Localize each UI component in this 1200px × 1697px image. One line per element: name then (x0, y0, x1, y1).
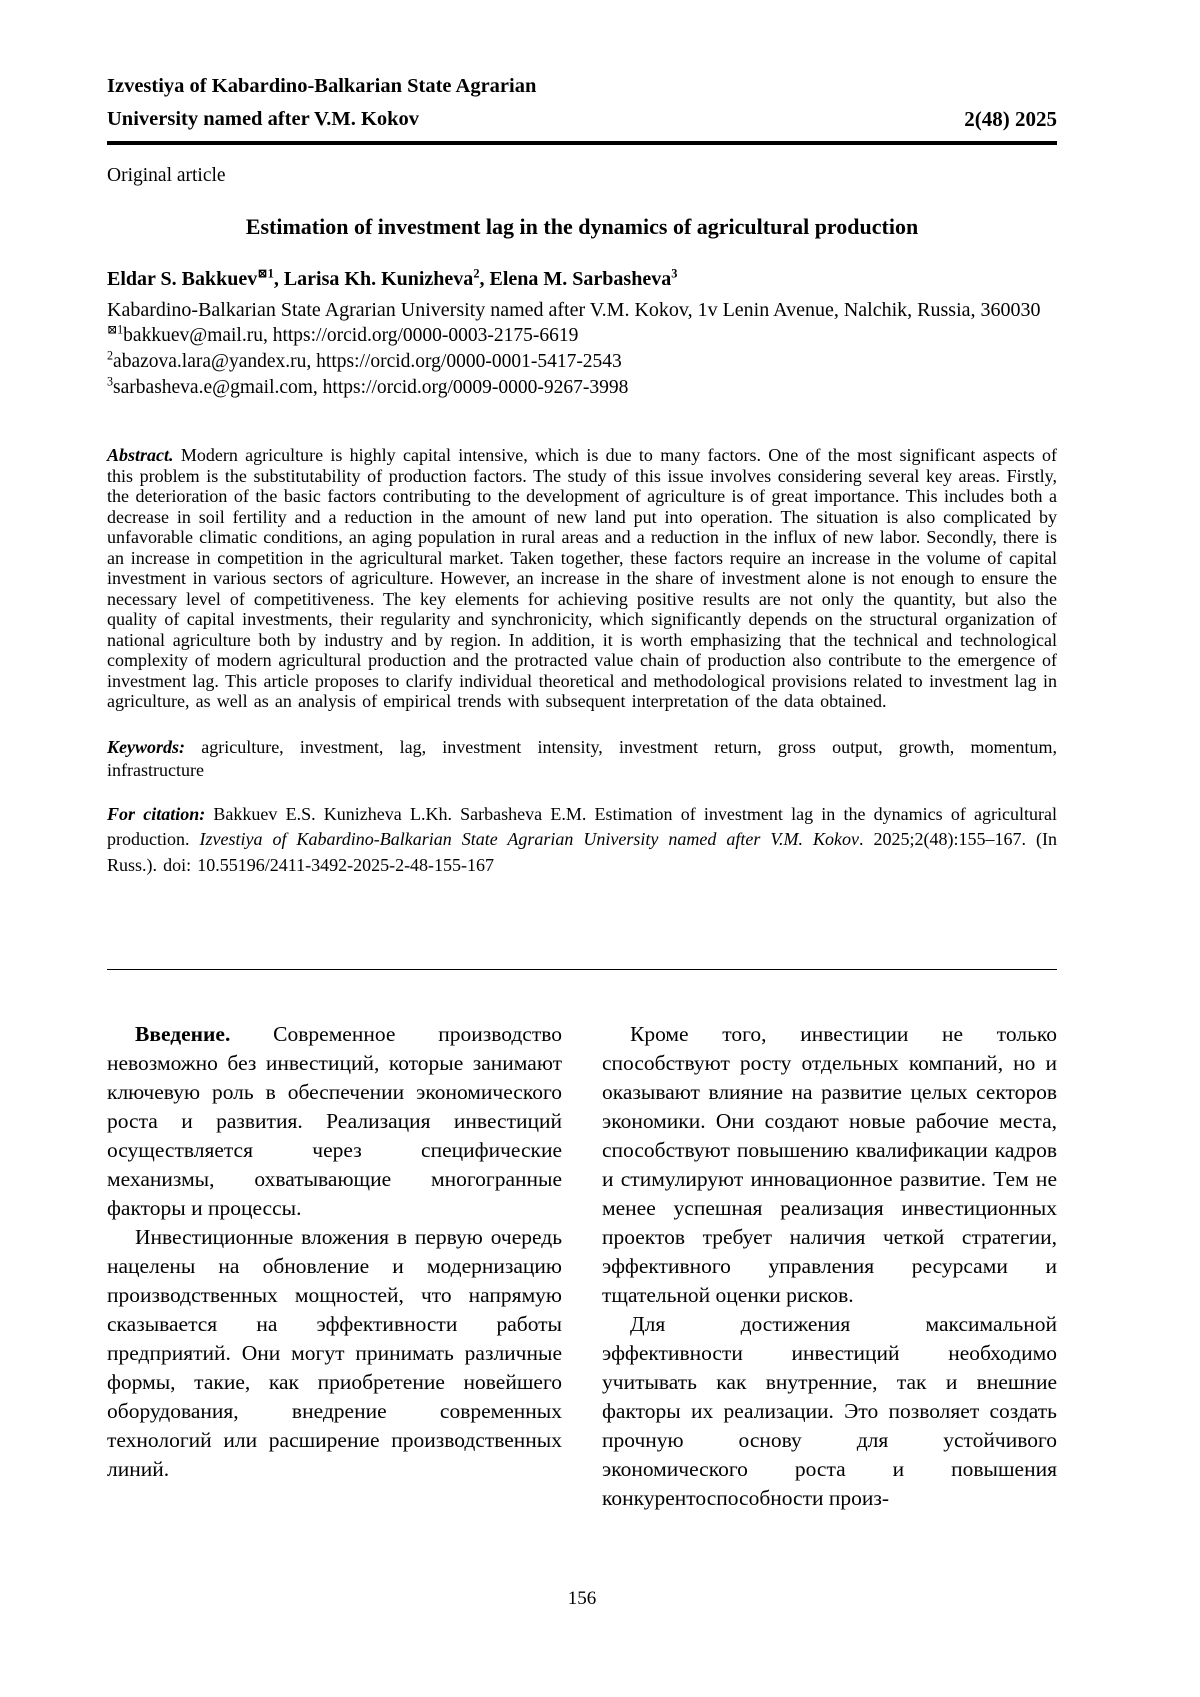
journal-page (107, 0, 1057, 1513)
keywords (107, 736, 1057, 782)
journal-name (107, 70, 536, 136)
journal-name-line2: University named after V.M. Kokov (107, 108, 420, 130)
body-columns (107, 1020, 1057, 1513)
contact-line: $^3$sarbasheva.e@gmail.com, https://orcid.org/0009-0000-9267-3998 (107, 374, 629, 398)
citation-text: Bakkuev E.S. Kunizheva L.Kh. Sarbasheva E.M. Estimation of investment lag in the dynamics of agricultural production. Izvestiya of Kabardino-Balkarian State Agrarian University named after V.M. Kokov. 2025;2(48):155–167. (In Russ.). doi: 10.55196/2411-3492-2025-2-48-155-167 (107, 803, 1057, 875)
abstract-text: Modern agriculture is highly capital intensive, which is due to many factors. One of the most significant aspects of this problem is the substitutability of production factors. The study of this issue involves considering several key areas. Firstly, the deterioration of the basic factors contributing to the development of agriculture is of great importance. This includes both a decrease in soil fertility and a reduction in the amount of new land put into operation. The situation is also complicated by unfavorable climatic conditions, an aging population in rural areas and a reduction in the influx of new labor. Secondly, there is an increase in competition in the agricultural market. Taken together, these factors require an increase in the volume of capital investment in various sectors of agriculture. However, an increase in the share of investment alone is not enough to ensure the necessary level of competitiveness. The key elements for achieving positive results are not only the quantity, but also the quality of capital investments, their regularity and synchronicity, which significantly depends on the structural organization of national agriculture both by industry and by region. In addition, it is worth emphasizing that the technical and technological complexity of modern agricultural production and the protracted value chain of production also contribute to the emergence of investment lag. This article proposes to clarify individual theoretical and methodological provisions related to investment lag in agriculture, as well as an analysis of empirical trends with subsequent interpretation of the data obtained. (107, 445, 1057, 711)
citation-label: For citation: (107, 803, 206, 824)
authors-line: Eldar S. Bakkuev$^{⊠1}$, Larisa Kh. Kunizheva$^2$, Elena M. Sarbasheva$^3$ (107, 266, 678, 290)
right-column (602, 1020, 1057, 1513)
article-type-label: Original article (107, 165, 226, 186)
body-paragraph: Для достижения максимальной эффективности инвестиций необходимо учитывать как внутренние, так и внешние факторы их реализации. Это позволяет создать прочную основу для устойчивого экономического роста и повышения конкурентоспособности произ- (602, 1312, 1057, 1510)
journal-header-row (107, 0, 1057, 136)
citation (107, 802, 1057, 879)
abstract-label: Abstract. (107, 445, 174, 465)
page-header (107, 0, 1057, 145)
abstract (107, 445, 1057, 712)
article-title: Estimation of investment lag in the dynamics of agricultural production (245, 214, 919, 239)
keywords-label: Keywords: (107, 736, 185, 757)
issue-number: 2(48) 2025 (964, 107, 1057, 131)
left-column (107, 1020, 562, 1513)
body-paragraph: Инвестиционные вложения в первую очередь нацелены на обновление и модернизацию производственных мощностей, что напрямую сказывается на эффективности работы предприятий. Они могут принимать различные формы, такие, как приобретение новейшего оборудования, внедрение современных технологий или расширение производственных линий. (107, 1225, 562, 1481)
header-rule (107, 141, 1057, 145)
body-paragraph: Введение. Современное производство невозможно без инвестиций, которые занимают ключевую роль в обеспечении экономического роста и развития. Реализация инвестиций осуществляется через специфические механизмы, охватывающие многогранные факторы и процессы. (107, 1022, 562, 1220)
contact-line: $^2$abazova.lara@yandex.ru, https://orcid.org/0000-0001-5417-2543 (107, 348, 622, 372)
body-paragraph: Кроме того, инвестиции не только способствуют росту отдельных компаний, но и оказывают влияние на развитие целых секторов экономики. Они создают новые рабочие места, способствуют повышению квалификации кадров и стимулируют инновационное развитие. Тем не менее успешная реализация инвестиционных проектов требует наличия четкой стратегии, эффективного управления ресурсами и тщательной оценки рисков. (602, 1022, 1057, 1307)
page-number: 156 (567, 1588, 597, 1609)
journal-name-line1: Izvestiya of Kabardino-Balkarian State Agrarian (107, 75, 537, 97)
keywords-text: agriculture, investment, lag, investment intensity, investment return, gross output, growth, momentum, infrastructure (107, 736, 1058, 780)
affiliation: Kabardino-Balkarian State Agrarian University named after V.M. Kokov, 1v Lenin Avenue, Nalchik, Russia, 360030 (107, 299, 1041, 321)
contacts-block (107, 323, 1057, 401)
section-divider-rule (107, 969, 1057, 970)
contact-line: $^{⊠1}$bakkuev@mail.ru, https://orcid.org/0000-0003-2175-6619 (107, 322, 579, 346)
